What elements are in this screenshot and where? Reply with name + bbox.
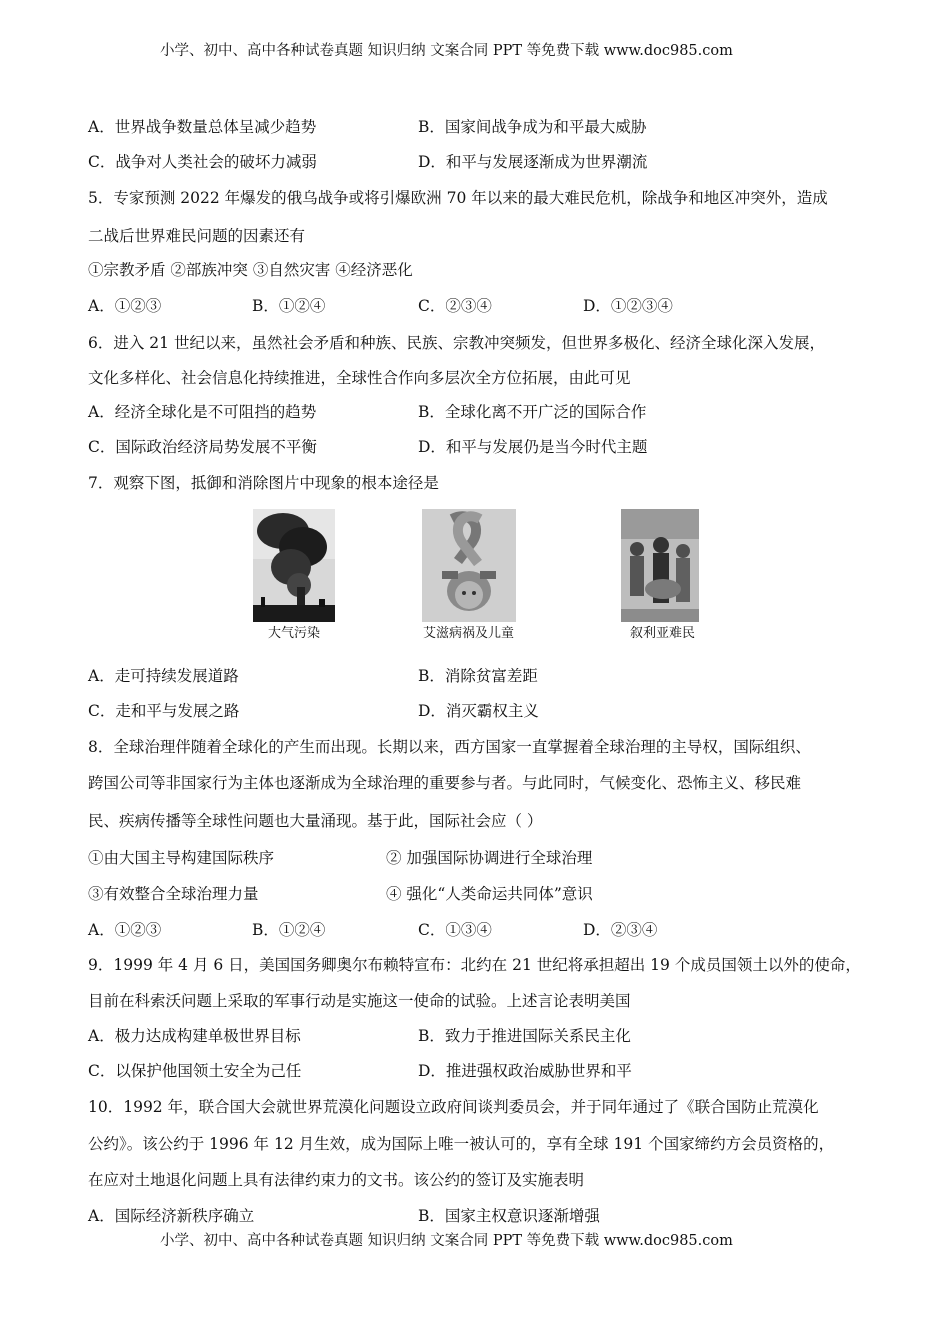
q5-stem-line1: 5．专家预测 2022 年爆发的俄乌战争或将引爆欧洲 70 年以来的最大难民危机，除战争和地区冲突外，造成 [88,189,828,207]
q9-stem-line1: 9．1999 年 4 月 6 日，美国国务卿奥尔布赖特宣布：北约在 21 世纪将承担超出 19 个成员国领土以外的使命， [88,956,861,974]
q5-items: ①宗教矛盾 ②部族冲突 ③自然灾害 ④经济恶化 [88,261,413,279]
air-pollution-image [253,509,335,622]
q10-stem-line3: 在应对土地退化问题上具有法律约束力的文书。该公约的签订及实施表明 [88,1171,585,1189]
q4-option-d: D．和平与发展逐渐成为世界潮流 [418,153,648,171]
q10-stem-line1: 10．1992 年，联合国大会就世界荒漠化问题设立政府间谈判委员会，并于同年通过了《联合国防止荒漠化 [88,1098,819,1116]
q4-option-a: A．世界战争数量总体呈减少趋势 [88,118,317,136]
q9-option-c: C．以保护他国领土安全为己任 [88,1062,302,1080]
q10-option-a: A．国际经济新秩序确立 [88,1207,255,1225]
q9-option-a: A．极力达成构建单极世界目标 [88,1027,301,1045]
q10-stem-line2: 公约》。该公约于 1996 年 12 月生效，成为国际上唯一被认可的，享有全球 191 个国家缔约方会员资格的， [88,1135,835,1153]
q8-item-1: ①由大国主导构建国际秩序 [88,849,275,867]
q8-option-c: C．①③④ [418,921,492,939]
caption-air-pollution: 大气污染 [268,626,321,641]
q9-option-d: D．推进强权政治威胁世界和平 [418,1062,632,1080]
q5-option-b: B．①②④ [252,297,326,315]
q8-item-2: ② 加强国际协调进行全球治理 [386,849,593,867]
caption-aids-children: 艾滋病祸及儿童 [423,626,515,641]
q5-option-d: D．①②③④ [583,297,673,315]
q7-option-a: A．走可持续发展道路 [88,667,239,685]
q7-option-c: C．走和平与发展之路 [88,702,240,720]
aids-child-image [422,509,516,622]
q5-stem-line2: 二战后世界难民问题的因素还有 [88,227,306,245]
q6-option-d: D．和平与发展仍是当今时代主题 [418,438,648,456]
q8-stem-line3: 民、疾病传播等全球性问题也大量涌现。基于此，国际社会应（ ） [88,812,543,830]
q5-option-c: C．②③④ [418,297,492,315]
q9-option-b: B．致力于推进国际关系民主化 [418,1027,631,1045]
q8-option-b: B．①②④ [252,921,326,939]
q10-option-b: B．国家主权意识逐渐增强 [418,1207,600,1225]
page-header: 小学、初中、高中各种试卷真题 知识归纳 文案合同 PPT 等免费下载 www.doc985.com [160,43,733,59]
caption-syrian-refugees: 叙利亚难民 [630,626,696,641]
q4-option-b: B．国家间战争成为和平最大威胁 [418,118,647,136]
q4-option-c: C．战争对人类社会的破坏力减弱 [88,153,317,171]
q8-option-a: A．①②③ [88,921,162,939]
q6-option-b: B．全球化离不开广泛的国际合作 [418,403,647,421]
q6-option-c: C．国际政治经济局势发展不平衡 [88,438,317,456]
q6-option-a: A．经济全球化是不可阻挡的趋势 [88,403,317,421]
q8-item-3: ③有效整合全球治理力量 [88,885,259,903]
q7-stem-line1: 7．观察下图，抵御和消除图片中现象的根本途径是 [88,474,439,492]
q7-option-b: B．消除贫富差距 [418,667,538,685]
q6-stem-line2: 文化多样化、社会信息化持续推进，全球性合作向多层次全方位拓展，由此可见 [88,369,631,387]
q8-stem-line2: 跨国公司等非国家行为主体也逐渐成为全球治理的重要参与者。与此同时，气候变化、恐怖主义、移民难 [88,774,802,792]
q7-option-d: D．消灭霸权主义 [418,702,539,720]
syrian-refugees-image [621,509,699,622]
q8-stem-line1: 8．全球治理伴随着全球化的产生而出现。长期以来，西方国家一直掌握着全球治理的主导权，国际组织、 [88,738,811,756]
q8-item-4: ④ 强化“人类命运共同体”意识 [386,885,593,903]
q8-option-d: D．②③④ [583,921,658,939]
page-footer: 小学、初中、高中各种试卷真题 知识归纳 文案合同 PPT 等免费下载 www.doc985.com [160,1233,733,1249]
q5-option-a: A．①②③ [88,297,162,315]
q9-stem-line2: 目前在科索沃问题上采取的军事行动是实施这一使命的试验。上述言论表明美国 [88,992,631,1010]
q6-stem-line1: 6．进入 21 世纪以来，虽然社会矛盾和种族、民族、宗教冲突频发，但世界多极化、经济全球化深入发展， [88,334,825,352]
